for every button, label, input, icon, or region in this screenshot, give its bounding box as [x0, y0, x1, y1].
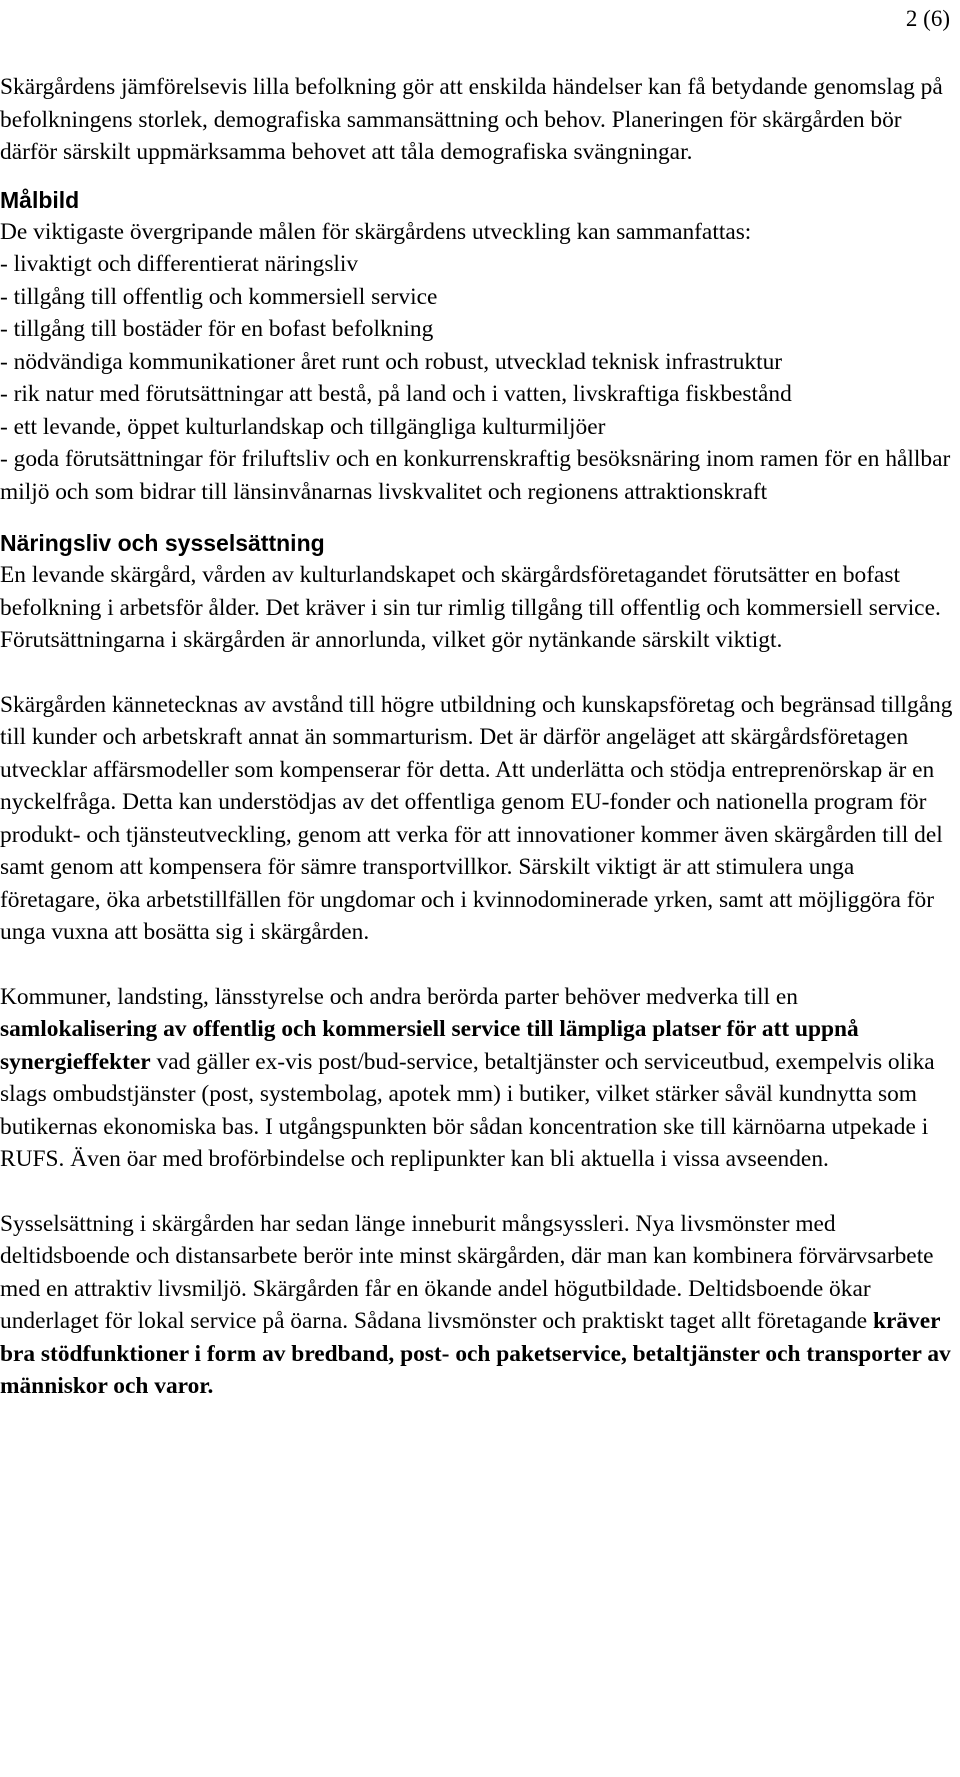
spacer — [0, 1176, 958, 1208]
intro-paragraph: Skärgårdens jämförelsevis lilla befolkning gör att enskilda händelser kan få betydande genomslag på befolkningens storlek, demografiska sammansättning och behov. Planeringen för skärgården bör därför särskilt uppmärksamma behovet att tåla demografiska svängningar. — [0, 74, 943, 165]
spacer — [0, 169, 958, 184]
malbild-item: - nödvändiga kommunikationer året runt och robust, utvecklad teknisk infrastruktur — [0, 348, 783, 375]
heading-malbild: Målbild — [0, 186, 80, 213]
paragraph-text: vad gäller ex-vis post/bud-service, betaltjänster och serviceutbud, exempelvis olika slags ombudstjänster (post, systembolag, apotek mm) i butiker, vilket stärker såväl kundnytta som butikernas ekonomiska bas. I utgångspunkten bör sådan koncentration ske till kärnöarna utpekade i RUFS. Även öar med broförbindelse och replipunkter kan bli aktuella i vissa avseenden. — [0, 1048, 935, 1172]
malbild-item: - goda förutsättningar för friluftsliv och en konkurrenskraftig besöksnäring inom ramen för en hållbar miljö och som bidrar till länsinvånarnas livskvalitet och regionens attraktionskraft — [0, 446, 951, 505]
page-number: 2 (6) — [905, 6, 950, 31]
emphasis-text: samlokalisering av offentlig och kommersiell service till lämpliga platser för att uppnå synergieffekter — [0, 1016, 859, 1075]
naringsliv-paragraph-3 — [0, 981, 958, 1176]
spacer — [0, 508, 958, 527]
malbild-item: - rik natur med förutsättningar att bestå, på land och i vatten, livskraftiga fiskbestånd — [0, 381, 792, 407]
naringsliv-paragraph-4 — [0, 1208, 958, 1403]
heading-naringsliv: Näringsliv och sysselsättning — [0, 530, 325, 556]
naringsliv-paragraph-1: En levande skärgård, vården av kulturlandskapet och skärgårdsföretagandet förutsätter en bofast befolkning i arbetsför ålder. Det kräver i sin tur rimlig tillgång till offentlig och kommersiell service. Förutsättningarna i skärgården är annorlunda, vilket gör nytänkande särskilt viktigt. — [0, 562, 941, 653]
paragraph-text: Kommuner, landsting, länsstyrelse och andra berörda parter behöver medverka till en — [0, 983, 798, 1010]
spacer — [0, 949, 958, 981]
malbild-item: - livaktigt och differentierat näringsliv — [0, 251, 359, 277]
malbild-lead: De viktigaste övergripande målen för skärgårdens utveckling kan sammanfattas: — [0, 218, 752, 245]
naringsliv-paragraph-2: Skärgården kännetecknas av avstånd till högre utbildning och kunskapsföretag och begränsad tillgång till kunder och arbetskraft annat än sommarturism. Det är därför angeläget att skärgårdsföretagen utvecklar affärsmodeller som kompenserar för detta. Att underlätta och stödja entreprenörskap är en nyckelfråga. Detta kan understödjas av det offentliga genom EU-fonder och nationella program för produkt- och tjänsteutveckling, genom att verka för att innovationer kommer även skärgården till del samt genom att kompensera för sämre transportvillkor. Särskilt viktigt är att stimulera unga företagare, öka arbetstillfällen för ungdomar och i kvinnodominerade yrken, samt att möjliggöra för unga vuxna att bosätta sig i skärgården. — [0, 691, 953, 945]
malbild-item: - ett levande, öppet kulturlandskap och tillgängliga kulturmiljöer — [0, 413, 606, 440]
malbild-item: - tillgång till offentlig och kommersiell service — [0, 283, 438, 310]
paragraph-text: Sysselsättning i skärgården har sedan länge inneburit mångsyssleri. Nya livsmönster med deltidsboende och distansarbete berör inte minst skärgården, där man kan kombinera förvärvsarbete med en attraktiv livsmiljö. Skärgården får en ökande andel högutbildade. Deltidsboende ökar underlaget för lokal service på öarna. Sådana livsmönster och praktiskt taget allt företagande — [0, 1210, 934, 1334]
document-body — [0, 71, 958, 1403]
spacer — [0, 657, 958, 689]
malbild-item: - tillgång till bostäder för en bofast befolkning — [0, 316, 434, 342]
emphasis-text: kräver bra stödfunktioner i form av bredband, post- och paketservice, betaltjänster och transporter av människor och varor. — [0, 1308, 951, 1399]
